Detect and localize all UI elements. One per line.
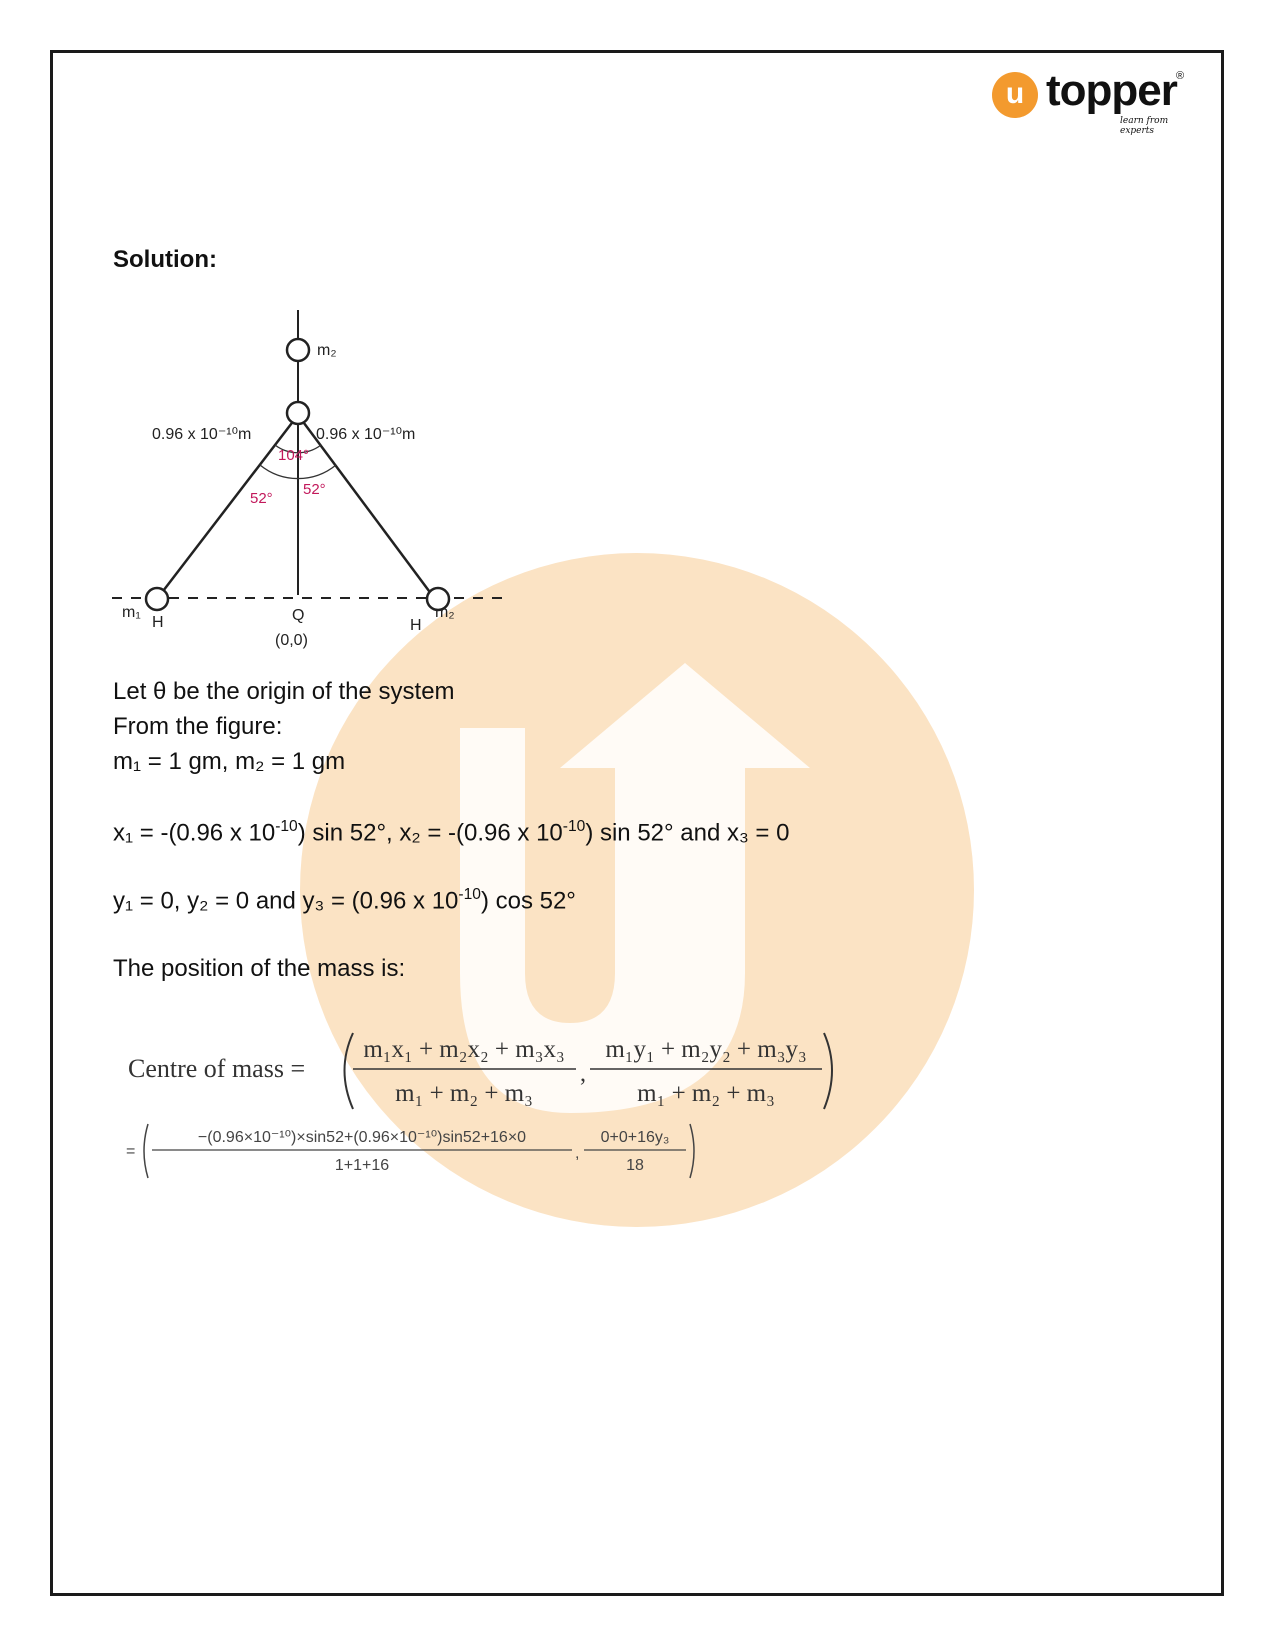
formula-num-x: m₁x₁ + m₂x₂ + m₃x₃ [363,1036,565,1063]
text-from-figure: From the figure: [113,713,283,740]
text-origin-statement: Let θ be the origin of the system [113,678,455,705]
substituted-formula [120,1120,740,1182]
solution-heading: Solution: [113,246,217,273]
label-right-atom: H [410,617,422,634]
formula2-num-x: −(0.96×10⁻¹⁰)×sin52+(0.96×10⁻¹⁰)sin52+16×0 [197,1129,527,1146]
centre-of-mass-formula [128,1025,888,1115]
formula-den-y: m₁ + m₂ + m₃ [637,1080,775,1107]
logo-wordmark: topper [1046,66,1177,115]
label-angle-left: 52° [250,490,273,507]
label-angle-total: 104° [278,447,310,464]
label-origin-coords: (0,0) [275,632,308,649]
label-left-length: 0.96 x 10⁻¹⁰m [152,426,252,443]
formula-den-x: m₁ + m₂ + m₃ [395,1080,533,1107]
text-masses: m₁ = 1 gm, m₂ = 1 gm [113,748,346,775]
x1-prefix: x₁ = -(0.96 x 10 [113,819,276,847]
x2-exponent: -10 [562,818,586,835]
y-exponent: -10 [458,886,481,903]
x-suffix: ) sin 52° and x₃ = 0 [585,819,790,847]
formula2-comma: , [575,1145,580,1162]
formula-comma: , [580,1061,586,1087]
y-suffix: ) cos 52° [480,887,576,915]
label-right-mass: m₂ [435,604,455,621]
registered-mark: ® [1176,70,1185,82]
formula-lhs: Centre of mass = [128,1054,306,1083]
logo-tagline: learn from experts [1120,116,1169,136]
y-prefix: y₁ = 0, y₂ = 0 and y₃ = (0.96 x 10 [113,887,459,915]
label-angle-right: 52° [303,481,326,498]
topper-logo [992,66,1192,136]
label-origin: Q [292,607,305,624]
label-top-mass: m₂ [317,342,337,359]
formula2-num-y: 0+0+16y₃ [600,1129,670,1146]
oxygen-circle [287,402,309,424]
logo-mark-icon: u [992,72,1038,118]
text-y-values [113,886,576,915]
x-middle: ) sin 52°, x₂ = -(0.96 x 10 [297,819,563,847]
label-right-length: 0.96 x 10⁻¹⁰m [316,426,416,443]
molecule-diagram [110,305,540,680]
formula2-den-x: 1+1+16 [334,1157,390,1174]
label-left-mass: m₁ [122,604,141,621]
top-mass-circle [287,339,309,361]
text-x-values [113,818,789,847]
formula2-den-y: 18 [626,1157,644,1174]
x1-exponent: -10 [275,818,298,835]
formula2-equals: = [126,1143,136,1160]
left-hydrogen-circle [146,588,168,610]
formula-num-y: m₁y₁ + m₂y₂ + m₃y₃ [605,1036,807,1063]
label-left-atom: H [152,614,164,631]
text-position-statement: The position of the mass is: [113,955,406,982]
